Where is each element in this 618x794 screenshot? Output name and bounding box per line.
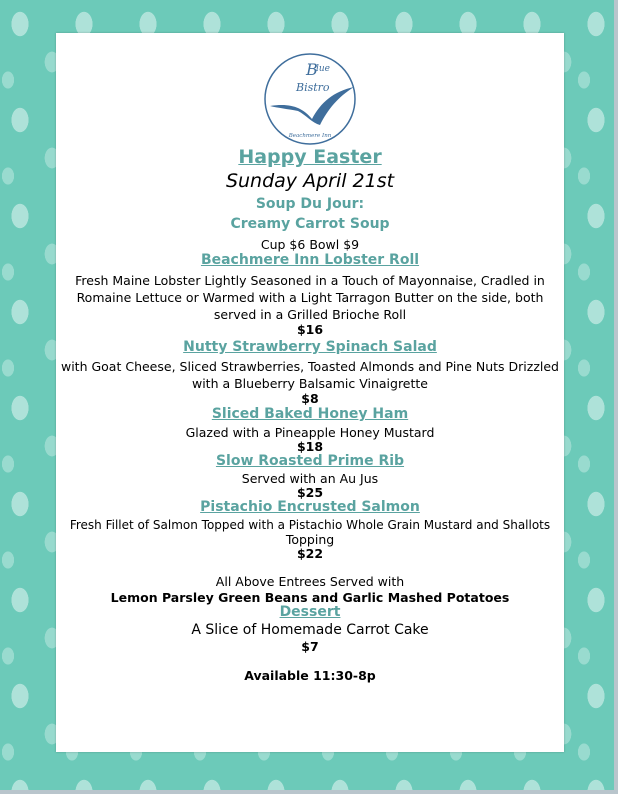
- menu-item-price: $22: [296, 546, 324, 561]
- sides-text: Lemon Parsley Green Beans and Garlic Mashed Potatoes: [110, 590, 510, 605]
- menu-item-price: $16: [296, 322, 324, 337]
- blue-bistro-logo: [262, 51, 358, 147]
- menu-item-name: Beachmere Inn Lobster Roll: [200, 252, 420, 268]
- menu-item-desc-line: with Goat Cheese, Sliced Strawberries, Toasted Almonds and Pine Nuts Drizzled: [60, 359, 559, 374]
- menu-item-name: Slow Roasted Prime Rib: [215, 453, 405, 469]
- dessert-price: $7: [301, 639, 319, 654]
- menu-item-price: $8: [301, 391, 319, 406]
- menu-item-desc-line: Topping: [285, 532, 335, 547]
- menu-item-price: $25: [296, 485, 324, 500]
- logo-top-text: lue: [316, 64, 331, 74]
- menu-item-price: $18: [296, 439, 324, 454]
- soup-name: Creamy Carrot Soup: [230, 216, 390, 232]
- menu-page: [56, 33, 564, 752]
- menu-item-desc-line: Romaine Lettuce or Warmed with a Light Tarragon Butter on the side, both: [76, 290, 544, 305]
- menu-item-name: Pistachio Encrusted Salmon: [200, 499, 420, 515]
- logo-initial-text: B: [306, 60, 318, 79]
- menu-item-name: Nutty Strawberry Spinach Salad: [183, 339, 437, 355]
- logo-bottom-text: Beachmere Inn: [288, 133, 332, 139]
- availability-text: Available 11:30-8p: [244, 668, 376, 683]
- menu-item-desc-line: Served with an Au Jus: [241, 471, 379, 486]
- menu-item-desc-line: Fresh Fillet of Salmon Topped with a Pistachio Whole Grain Mustard and Shallots: [69, 518, 551, 532]
- soup-prices: Cup $6 Bowl $9: [260, 237, 360, 252]
- page-title: Happy Easter: [238, 146, 382, 168]
- menu-item-desc-line: served in a Grilled Brioche Roll: [213, 307, 407, 322]
- dessert-desc: A Slice of Homemade Carrot Cake: [191, 622, 429, 638]
- menu-item-name: Sliced Baked Honey Ham: [211, 406, 409, 422]
- event-date: Sunday April 21st: [225, 170, 395, 192]
- window-bottom-edge: [0, 790, 618, 794]
- menu-item-desc-line: Fresh Maine Lobster Lightly Seasoned in a Touch of Mayonnaise, Cradled in: [75, 273, 545, 288]
- soup-heading: Soup Du Jour:: [255, 196, 365, 212]
- menu-item-desc-line: Glazed with a Pineapple Honey Mustard: [185, 425, 435, 440]
- window-edge: [614, 0, 618, 794]
- sides-intro: All Above Entrees Served with: [215, 574, 405, 589]
- dessert-heading: Dessert: [279, 604, 341, 620]
- logo-middle-text: Bistro: [296, 81, 330, 94]
- menu-item-desc-line: with a Blueberry Balsamic Vinaigrette: [191, 376, 428, 391]
